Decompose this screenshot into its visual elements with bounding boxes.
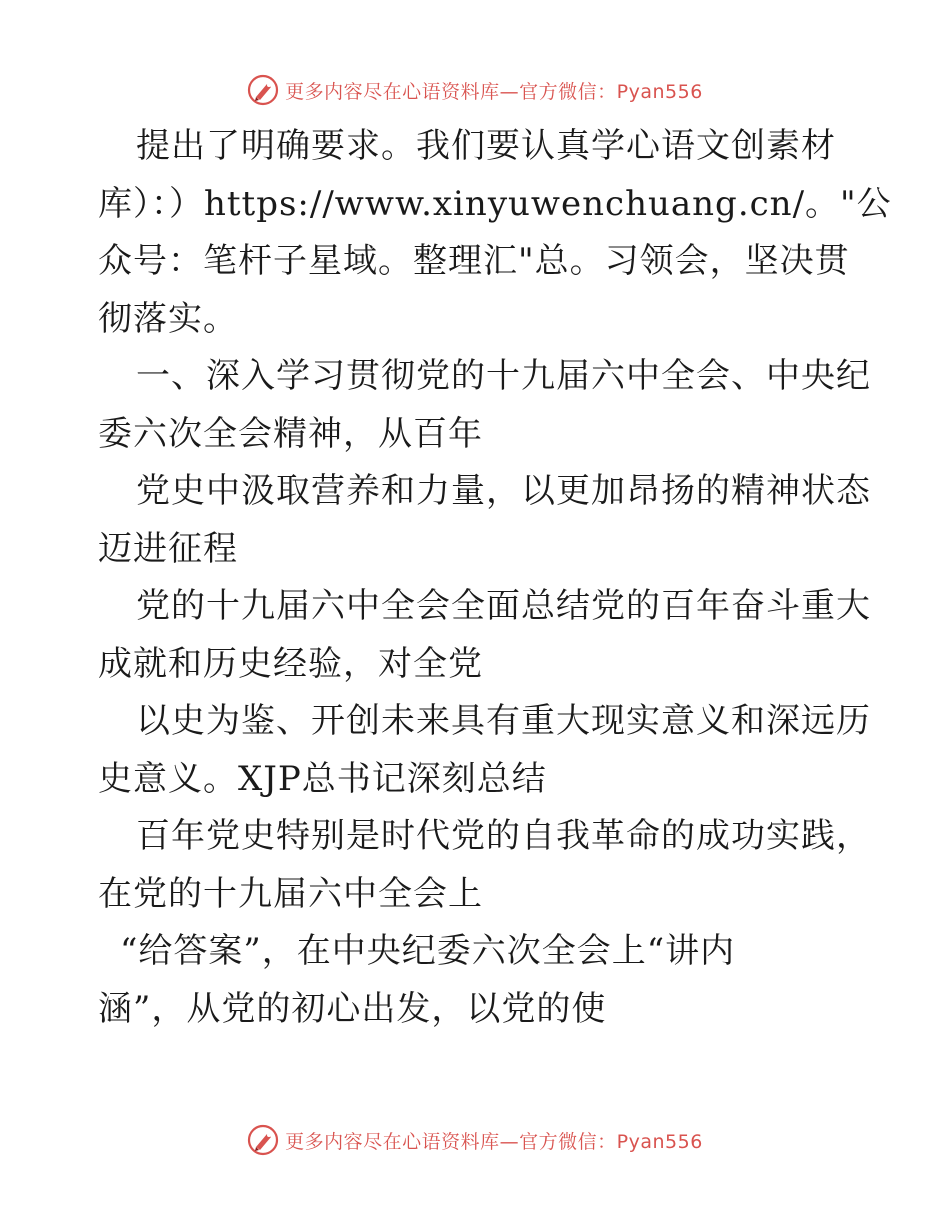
paragraph-line: 成就和历史经验，对全党	[98, 643, 483, 684]
paragraph-line: 库）：）https://www.xinyuwenchuang.cn/。"公	[98, 183, 892, 224]
paragraph-line: 提出了明确要求。我们要认真学心语文创素材	[136, 126, 836, 166]
paragraph-line: 众号：笔杆子星域。整理汇"总。习领会，坚决贯	[98, 241, 850, 281]
paragraph-line: 以史为鉴、开创未来具有重大现实意义和深远历	[136, 701, 871, 741]
document-body	[98, 118, 892, 1038]
footer-banner-text: 更多内容尽在心语资料库—官方微信：Pyan556	[285, 1130, 703, 1153]
header-watermark-banner	[0, 70, 950, 110]
section-heading-line: 委六次全会精神，从百年	[98, 413, 483, 454]
paragraph-line: 迈进征程	[98, 528, 238, 569]
paragraph-line: 党史中汲取营养和力量，以更加昂扬的精神状态	[136, 471, 871, 511]
paragraph-line: 百年党史特别是时代党的自我革命的成功实践，	[136, 816, 871, 856]
section-heading-line: 一、深入学习贯彻党的十九届六中全会、中央纪	[136, 356, 871, 396]
header-banner-text: 更多内容尽在心语资料库—官方微信：Pyan556	[285, 80, 703, 103]
paragraph-line: 在党的十九届六中全会上	[98, 873, 483, 914]
pen-logo-icon	[247, 1124, 279, 1156]
paragraph-line: 彻落实。	[98, 298, 238, 339]
footer-watermark-banner	[0, 1120, 950, 1160]
paragraph-line: “给答案”，在中央纪委六次全会上“讲内	[120, 931, 736, 971]
paragraph-line: 史意义。XJP总书记深刻总结	[98, 758, 547, 799]
pen-logo-icon	[247, 74, 279, 106]
paragraph-line: 涵”，从党的初心出发，以党的使	[98, 988, 607, 1029]
paragraph-line: 党的十九届六中全会全面总结党的百年奋斗重大	[136, 586, 871, 626]
